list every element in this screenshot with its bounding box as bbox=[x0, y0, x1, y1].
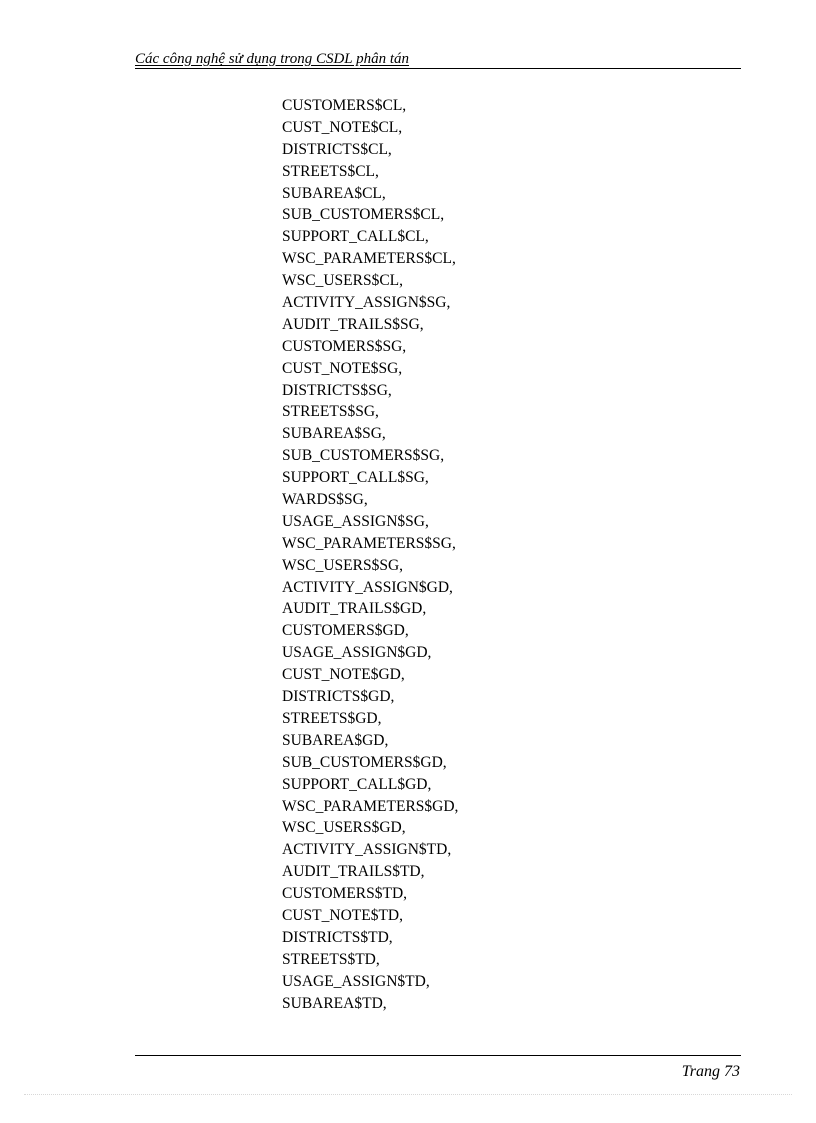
header-title: Các công nghệ sử dụng trong CSDL phân tán bbox=[135, 51, 410, 67]
list-item: CUSTOMERS$GD, bbox=[282, 622, 409, 640]
page-number: Trang 73 bbox=[681, 1063, 740, 1080]
list-item: CUST_NOTE$SG, bbox=[282, 359, 403, 377]
footer-divider bbox=[135, 1055, 741, 1056]
list-item: CUST_NOTE$TD, bbox=[282, 906, 403, 924]
list-item: CUSTOMERS$TD, bbox=[282, 885, 408, 903]
list-item: SUBAREA$CL, bbox=[282, 184, 386, 202]
list-item: SUB_CUSTOMERS$GD, bbox=[282, 753, 447, 771]
list-item: STREETS$SG, bbox=[282, 403, 379, 421]
list-item: SUBAREA$SG, bbox=[282, 425, 386, 443]
table-name-list bbox=[282, 95, 458, 1014]
list-item: DISTRICTS$SG, bbox=[282, 381, 392, 399]
list-item: STREETS$TD, bbox=[282, 950, 380, 968]
list-item: WSC_USERS$GD, bbox=[282, 819, 406, 837]
list-item: CUST_NOTE$GD, bbox=[282, 666, 405, 684]
list-item: SUB_CUSTOMERS$CL, bbox=[282, 206, 445, 224]
list-item: STREETS$GD, bbox=[282, 709, 382, 727]
list-item: CUST_NOTE$CL, bbox=[282, 118, 403, 136]
list-item: WSC_USERS$SG, bbox=[282, 556, 404, 574]
list-item: CUSTOMERS$CL, bbox=[282, 97, 407, 114]
list-item: DISTRICTS$GD, bbox=[282, 688, 395, 706]
list-item: USAGE_ASSIGN$TD, bbox=[282, 972, 430, 990]
list-item: AUDIT_TRAILS$SG, bbox=[282, 315, 424, 333]
list-item: SUB_CUSTOMERS$SG, bbox=[282, 447, 445, 465]
list-item: DISTRICTS$TD, bbox=[282, 928, 393, 946]
list-item: SUBAREA$GD, bbox=[282, 731, 389, 749]
list-item: ACTIVITY_ASSIGN$GD, bbox=[282, 578, 453, 596]
list-item: STREETS$CL, bbox=[282, 162, 379, 180]
list-item: WSC_PARAMETERS$CL, bbox=[282, 250, 456, 268]
list-item: ACTIVITY_ASSIGN$SG, bbox=[282, 294, 451, 312]
list-item: AUDIT_TRAILS$GD, bbox=[282, 600, 427, 618]
list-item: USAGE_ASSIGN$SG, bbox=[282, 512, 429, 530]
list-item: CUSTOMERS$SG, bbox=[282, 337, 407, 355]
list-item: SUPPORT_CALL$CL, bbox=[282, 228, 429, 246]
list-item: ACTIVITY_ASSIGN$TD, bbox=[282, 841, 452, 859]
list-item: WSC_PARAMETERS$SG, bbox=[282, 534, 456, 552]
list-item: WARDS$SG, bbox=[282, 491, 368, 509]
list-item: USAGE_ASSIGN$GD, bbox=[282, 644, 432, 662]
list-item: SUPPORT_CALL$SG, bbox=[282, 469, 429, 487]
list-item: AUDIT_TRAILS$TD, bbox=[282, 863, 425, 881]
page-edge-divider bbox=[24, 1094, 792, 1095]
list-item: WSC_USERS$CL, bbox=[282, 272, 404, 290]
page-header bbox=[135, 50, 741, 69]
list-item: SUPPORT_CALL$GD, bbox=[282, 775, 432, 793]
list-item: WSC_PARAMETERS$GD, bbox=[282, 797, 459, 815]
list-item: DISTRICTS$CL, bbox=[282, 140, 392, 158]
list-item: SUBAREA$TD, bbox=[282, 994, 387, 1012]
